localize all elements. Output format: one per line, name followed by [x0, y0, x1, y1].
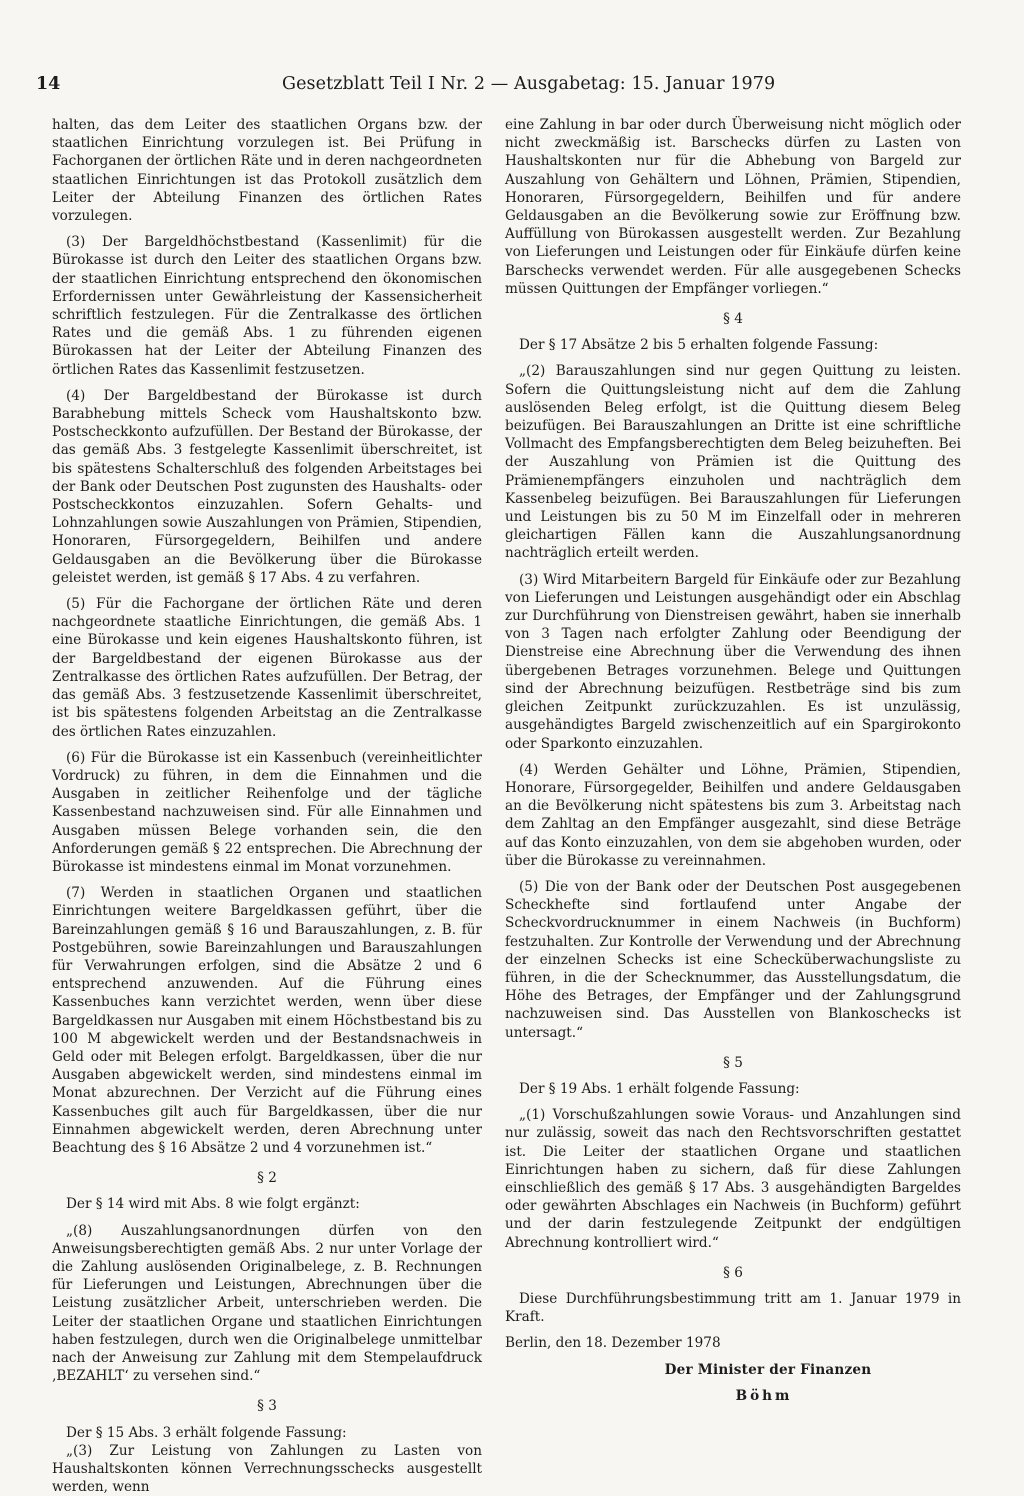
paragraph: Diese Durchführungsbestimmung tritt am 1. Januar 1979 in Kraft. [505, 1290, 961, 1326]
paragraph: (4) Der Bargeldbestand der Bürokasse ist durch Barabhebung mittels Scheck vom Haushaltskonto bzw. Postscheckkonto aufzufüllen. Der Bestand der Bürokasse, der das gemäß Abs. 3 festgelegte Kassenlimit überschreitet, ist bis spätestens Schalterschluß des folgenden Arbeitstages bei der Bank oder Deutschen Post zugunsten des Haushalts- oder Postscheckkontos einzuzahlen. Sofern Gehalts- und Lohnzahlungen sowie Auszahlungen von Prämien, Stipendien, Honoraren, Fürsorgegeldern, Beihilfen und andere Geldausgaben an die Bevölkerung über die Bürokasse geleistet werden, ist gemäß § 17 Abs. 4 zu verfahren. [52, 387, 482, 586]
section-heading-2: § 2 [257, 1170, 277, 1187]
paragraph: Der § 17 Absätze 2 bis 5 erhalten folgende Fassung: [519, 337, 879, 354]
paragraph: halten, das dem Leiter des staatlichen Organs bzw. der staatlichen Einrichtung vorzulegen ist. Bei Prüfung in Fachorganen der örtlichen Räte und in deren nachgeordneten staatlichen Einrichtungen ist das Protokoll zusätzlich dem Leiter der Abteilung Finanzen des örtlichen Rates vorzulegen. [52, 117, 482, 225]
paragraph: Der § 14 wird mit Abs. 8 wie folgt ergänzt: [66, 1196, 360, 1213]
signature-name: Böhm [735, 1387, 793, 1404]
paragraph: eine Zahlung in bar oder durch Überweisung nicht möglich oder nicht zweckmäßig ist. Barschecks dürfen zu Lasten von Haushaltskonten nur für die Abhebung von Bargeld zur Auszahlung von Gehältern und Löhnen, Prämien, Stipendien, Honoraren, Fürsorgegeldern, Beihilfen und für andere Geldausgaben an die Bevölkerung sowie zur Eröffnung bzw. Auffüllung von Bürokassen ausgestellt werden. Zur Bezahlung von Lieferungen und Leistungen oder für Einkäufe dürfen keine Barschecks verwendet werden. Für alle ausgegebenen Schecks müssen Quittungen der Empfänger vorliegen.“ [505, 117, 961, 297]
page-number: 14 [36, 74, 61, 94]
paragraph: (3) Wird Mitarbeitern Bargeld für Einkäufe oder zur Bezahlung von Lieferungen und Leistungen ausgehändigt oder ein Abschlag zur Durchführung von Dienstreisen gewährt, haben sie innerhalb von 3 Tagen nach erfolgter Zahlung oder Beendigung der Dienstreise eine Abrechnung über die Verwendung des ihnen übergebenen Betrages vorzunehmen. Belege und Quittungen sind der Abrechnung beizufügen. Restbeträge sind bis zum gleichen Zeitpunkt zurückzuzahlen. Es ist unzulässig, ausgehändigtes Bargeld zwischenzeitlich auf ein Spargirokonto oder Sparkonto einzuzahlen. [505, 571, 961, 752]
paragraph: (5) Für die Fachorgane der örtlichen Räte und deren nachgeordnete staatliche Einrichtungen, die gemäß Abs. 1 eine Bürokasse und kein eigenes Haushaltskonto führen, ist der Bargeldbestand der eigenen Bürokasse aus der Zentralkasse des örtlichen Rates aufzufüllen. Der Betrag, der das gemäß Abs. 3 festzusetzende Kassenlimit überschreitet, ist bis spätestens folgenden Arbeitstag an die Zentralkasse des örtlichen Rates einzuzahlen. [52, 596, 482, 740]
paragraph: „(8) Auszahlungsanordnungen dürfen von den Anweisungsberechtigten gemäß Abs. 2 nur unter Vorlage der die Zahlung auslösenden Originalbelege, z. B. Rechnungen für Lieferungen und Leistungen, Abrechnungen über die Leistung zusätzlicher Arbeit, unterschrieben werden. Die Leiter der staatlichen Organe und staatlichen Einrichtungen haben festzulegen, durch wen die Originalbelege unmittelbar nach der Anweisung zur Zahlung mit dem Stempelaufdruck ‚BEZAHLT‘ zu versehen sind.“ [52, 1222, 482, 1385]
running-title: Gesetzblatt Teil I Nr. 2 — Ausgabetag: 15. Januar 1979 [282, 74, 776, 94]
paragraph: (6) Für die Bürokasse ist ein Kassenbuch (vereinheitlichter Vordruck) zu führen, in dem die Einnahmen und die Ausgaben in zeitlicher Reihenfolge und der tägliche Kassenbestand nachzuweisen sind. Für alle Einnahmen und Ausgaben müssen Belege vorhanden sein, die den Anforderungen gemäß § 22 entsprechen. Die Abrechnung der Bürokasse ist mindestens einmal im Monat vorzunehmen. [52, 749, 482, 875]
paragraph: „(3) Zur Leistung von Zahlungen zu Lasten von Haushaltskonten können Verrechnungsschecks ausgestellt werden, wenn [52, 1442, 482, 1496]
paragraph: (4) Werden Gehälter und Löhne, Prämien, Stipendien, Honorare, Fürsorgegelder, Beihilfen und andere Geldausgaben an die Bevölkerung nicht spätestens bis zum 3. Arbeitstag nach dem Zahltag an den Empfänger ausgezahlt, sind diese Beträge auf das Konto einzuzahlen, von dem sie abgehoben wurden, oder über die Bürokasse zu vereinnahmen. [505, 761, 961, 869]
paragraph: (3) Der Bargeldhöchstbestand (Kassenlimit) für die Bürokasse ist durch den Leiter des staatlichen Organs bzw. der staatlichen Einrichtung entsprechend den ökonomischen Erfordernissen unter Gewährleistung der Kassensicherheit schriftlich festzulegen. Für die Zentralkasse des örtlichen Rates und die gemäß Abs. 1 zu führenden eigenen Bürokassen hat der Leiter der Abteilung Finanzen des örtlichen Rates das Kassenlimit festzusetzen. [52, 234, 482, 378]
paragraph: (5) Die von der Bank oder der Deutschen Post ausgegebenen Scheckhefte sind fortlaufend unter Angabe der Scheckvordrucknummer in einem Nachweis (in Buchform) festzuhalten. Zur Kontrolle der Verwendung und der Abrechnung der einzelnen Schecks ist eine Schecküberwachungsliste zu führen, in die der Schecknummer, das Ausstellungsdatum, die Höhe des Betrages, der Empfänger und der Zahlungsgrund nachzuweisen sind. Das Ausstellen von Blankoschecks ist untersagt.“ [505, 878, 961, 1041]
paragraph: (7) Werden in staatlichen Organen und staatlichen Einrichtungen weitere Bargeldkassen geführt, über die Bareinzahlungen gemäß § 16 und Barauszahlungen, z. B. für Postgebühren, sowie Bareinzahlungen und Barauszahlungen für Verwahrungen erfolgen, sind die Absätze 2 und 6 entsprechend anzuwenden. Auf die Führung eines Kassenbuches kann verzichtet werden, wenn über diese Bargeldkassen nur Ausgaben mit einem Höchstbestand bis zu 100 M abgewickelt werden und der Bestandsnachweis in Geld oder mit Belegen erfolgt. Bargeldkassen, über die nur Ausgaben abgewickelt werden, sind mindestens einmal im Monat abzurechnen. Der Verzicht auf die Führung eines Kassenbuches gilt auch für Bargeldkassen, über die nur Einnahmen abgewickelt werden, deren Abrechnung unter Beachtung des § 16 Absätze 2 und 4 vorzunehmen ist.“ [52, 885, 482, 1156]
section-heading-4: § 4 [723, 311, 743, 328]
signature-title: Der Minister der Finanzen [664, 1361, 872, 1378]
right-column [505, 116, 961, 1413]
date-line: Berlin, den 18. Dezember 1978 [505, 1335, 721, 1352]
paragraph: „(1) Vorschußzahlungen sowie Voraus- und Anzahlungen sind nur zulässig, soweit das nach den Rechtsvorschriften gestattet ist. Die Leiter der staatlichen Organe und staatlichen Einrichtungen haben zu sichern, daß für diese Zahlungen einschließlich des gemäß § 17 Abs. 3 ausgehändigten Bargeldes oder gewährten Abschlages ein Nachweis (in Buchform) geführt und der darin festzulegende Zeitpunkt der endgültigen Abrechnung kontrolliert wird.“ [505, 1107, 961, 1251]
left-column [52, 116, 482, 1496]
section-heading-3: § 3 [257, 1398, 277, 1415]
section-heading-6: § 6 [723, 1264, 743, 1281]
section-heading-5: § 5 [723, 1054, 743, 1071]
paragraph: Der § 15 Abs. 3 erhält folgende Fassung: [66, 1424, 347, 1441]
paragraph: Der § 19 Abs. 1 erhält folgende Fassung: [519, 1080, 800, 1097]
paragraph: „(2) Barauszahlungen sind nur gegen Quittung zu leisten. Sofern die Quittungsleistung nicht auf dem die Zahlung auslösenden Beleg erfolgt, ist die Quittung diesem Beleg beizufügen. Bei Barauszahlungen an Dritte ist eine schriftliche Vollmacht des Empfangsberechtigten dem Beleg beizuheften. Bei der Auszahlung von Prämien ist die Quittung des Prämienempfängers einzuholen und nachträglich dem Kassenbeleg beizufügen. Bei Barauszahlungen für Lieferungen und Leistungen bis zu 50 M im Einzelfall oder in mehreren gleichartigen Fällen kann die Auszahlungsanordnung nachträglich erteilt werden. [505, 363, 961, 562]
